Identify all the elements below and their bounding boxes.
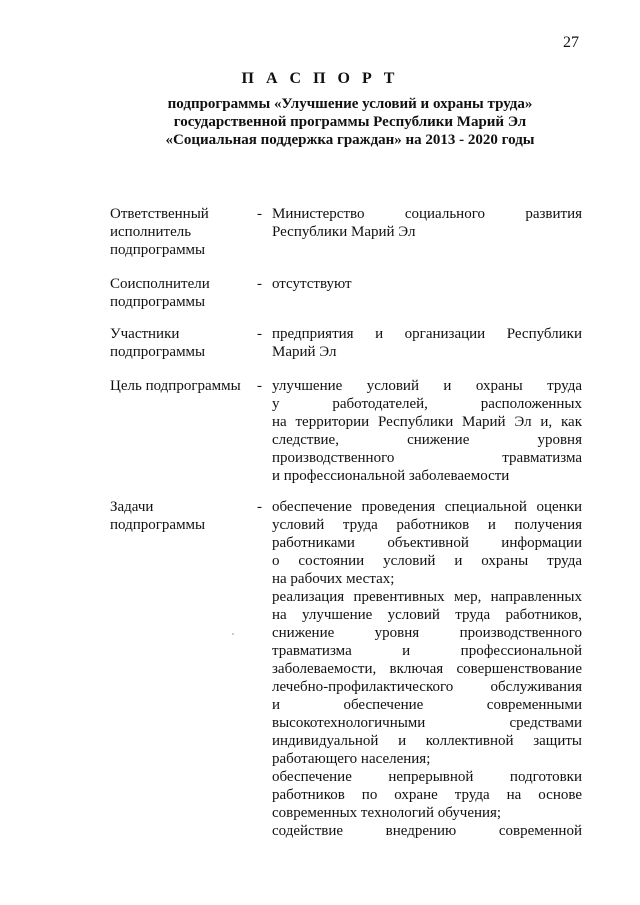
- value-line: лечебно-профилактического обслуживания: [272, 679, 582, 695]
- subtitle-line: подпрограммы «Улучшение условий и охраны труда»: [167, 96, 533, 112]
- value-line: травматизма и профессиональной: [272, 643, 582, 659]
- value-line: работниками объективной информации: [272, 535, 582, 551]
- value-line: реализация превентивных мер, направленных: [272, 589, 582, 605]
- label-line: подпрограммы: [110, 517, 206, 533]
- row-dash: -: [257, 499, 262, 515]
- value-line: следствие, снижение уровня: [272, 432, 582, 448]
- row-dash: -: [257, 378, 262, 394]
- row-label: [110, 325, 255, 361]
- row-value: [272, 498, 582, 840]
- value-line: улучшение условий и охраны труда: [272, 378, 582, 394]
- value-line: работающего населения;: [272, 751, 431, 767]
- row-value: [272, 325, 582, 361]
- value-line: на территории Республики Марий Эл и, как: [272, 414, 582, 430]
- label-line: исполнитель: [110, 224, 192, 240]
- row-dash: -: [257, 276, 262, 292]
- row-dash: -: [257, 326, 262, 342]
- value-line: высокотехнологичными средствами: [272, 715, 582, 731]
- value-line: Марий Эл: [272, 344, 337, 360]
- page-number: 27: [563, 34, 579, 51]
- row-label: [110, 498, 255, 534]
- label-line: подпрограммы: [110, 344, 206, 360]
- value-line: содействие внедрению современной: [272, 823, 582, 839]
- value-line: о состоянии условий и охраны труда: [272, 553, 582, 569]
- value-line: предприятия и организации Республики: [272, 326, 582, 342]
- subtitle-line: «Социальная поддержка граждан» на 2013 - 2020 годы: [165, 132, 535, 148]
- scan-speck: [232, 633, 234, 635]
- value-line: работников по охране труда на основе: [272, 787, 582, 803]
- row-value: [272, 205, 582, 241]
- row-value: [272, 275, 582, 293]
- value-line: современных технологий обучения;: [272, 805, 502, 821]
- value-line: обеспечение проведения специальной оценки: [272, 499, 582, 515]
- label-line: подпрограммы: [110, 242, 206, 258]
- value-line: и профессиональной заболеваемости: [272, 468, 510, 484]
- label-line: Цель подпрограммы: [110, 378, 241, 394]
- label-line: Задачи: [110, 499, 154, 515]
- value-line: отсутствуют: [272, 276, 352, 292]
- value-line: на улучшение условий труда работников,: [272, 607, 582, 623]
- value-line: снижение уровня производственного: [272, 625, 582, 641]
- passport-title: П А С П О Р Т: [241, 70, 399, 87]
- value-line: индивидуальной и коллективной защиты: [272, 733, 582, 749]
- value-line: производственного травматизма: [272, 450, 582, 466]
- value-line: Республики Марий Эл: [272, 224, 416, 240]
- row-label: [110, 377, 255, 395]
- label-line: Ответственный: [110, 206, 209, 222]
- row-label: [110, 205, 255, 259]
- value-line: Министерство социального развития: [272, 206, 582, 222]
- value-line: обеспечение непрерывной подготовки: [272, 769, 582, 785]
- label-line: подпрограммы: [110, 294, 206, 310]
- value-line: и обеспечение современными: [272, 697, 582, 713]
- label-line: Участники: [110, 326, 180, 342]
- value-line: на рабочих местах;: [272, 571, 395, 587]
- passport-subtitle: [60, 95, 640, 149]
- row-dash: -: [257, 206, 262, 222]
- value-line: у работодателей, расположенных: [272, 396, 582, 412]
- row-label: [110, 275, 255, 311]
- row-value: [272, 377, 582, 485]
- subtitle-line: государственной программы Республики Марий Эл: [173, 114, 527, 130]
- value-line: заболеваемости, включая совершенствование: [272, 661, 582, 677]
- value-line: условий труда работников и получения: [272, 517, 582, 533]
- label-line: Соисполнители: [110, 276, 210, 292]
